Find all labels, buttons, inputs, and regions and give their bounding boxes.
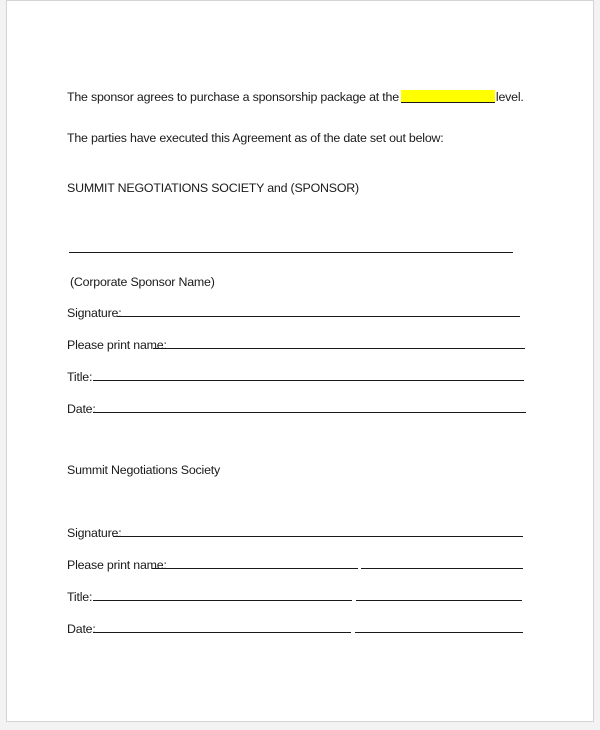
- document-page: [6, 0, 594, 722]
- sponsor-signature-label: Signature:: [67, 306, 122, 320]
- sponsor-date-line[interactable]: [93, 412, 526, 413]
- society-print-name-line-2[interactable]: [361, 568, 523, 569]
- sponsor-title-label: Title:: [67, 370, 93, 384]
- society-print-name-line-1[interactable]: [152, 568, 358, 569]
- society-title-line-2[interactable]: [356, 600, 522, 601]
- corporate-sponsor-name-line[interactable]: [69, 252, 513, 253]
- corporate-sponsor-name-caption: (Corporate Sponsor Name): [70, 275, 215, 289]
- sponsorship-level-blank[interactable]: [401, 90, 495, 103]
- society-signature-label: Signature:: [67, 526, 122, 540]
- society-print-name-label: Please print name:: [67, 558, 167, 572]
- sponsor-signature-line[interactable]: [117, 316, 520, 317]
- society-title-line-1[interactable]: [93, 600, 352, 601]
- sponsor-date-label: Date:: [67, 402, 96, 416]
- sponsor-print-name-label: Please print name:: [67, 338, 167, 352]
- sponsor-title-line[interactable]: [93, 380, 524, 381]
- sponsorship-sentence-end: level.: [495, 90, 524, 104]
- society-date-label: Date:: [67, 622, 96, 636]
- society-signature-line[interactable]: [113, 536, 523, 537]
- society-date-line-2[interactable]: [355, 632, 523, 633]
- sponsor-print-name-line[interactable]: [153, 348, 525, 349]
- society-date-line-1[interactable]: [93, 632, 351, 633]
- sponsorship-level-sentence: [67, 90, 524, 104]
- sponsorship-sentence-text: The sponsor agrees to purchase a sponsorship package at the: [67, 90, 399, 104]
- party2-heading: Summit Negotiations Society: [67, 463, 220, 477]
- party1-heading: SUMMIT NEGOTIATIONS SOCIETY and (SPONSOR): [67, 181, 359, 195]
- society-title-label: Title:: [67, 590, 93, 604]
- execution-statement: The parties have executed this Agreement as of the date set out below:: [67, 131, 444, 145]
